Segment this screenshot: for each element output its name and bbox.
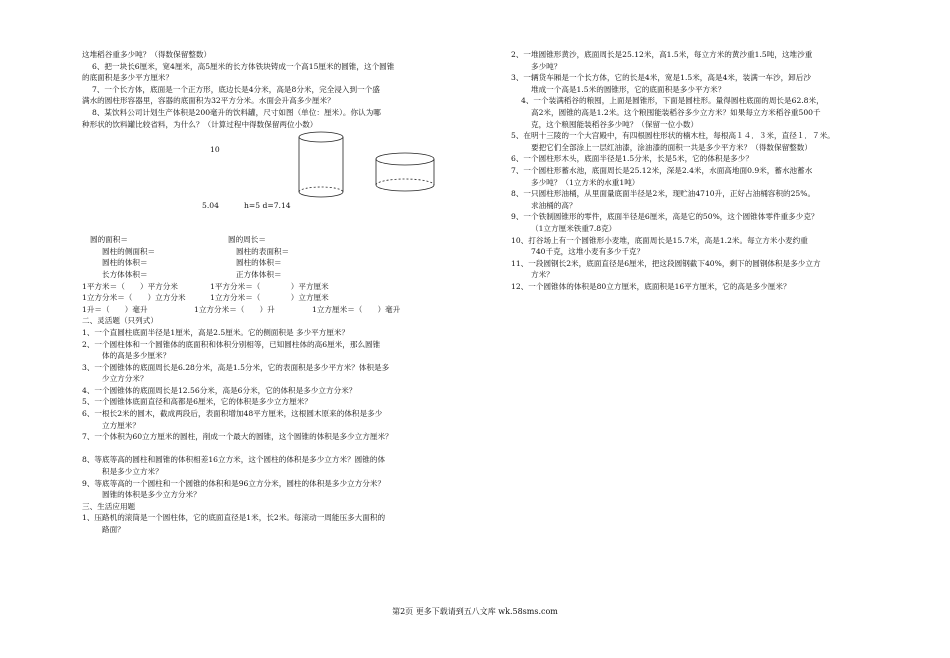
figure-label-10: 10 <box>210 145 220 155</box>
section-3-questions <box>82 512 486 535</box>
text-line: 7、一个长方体，底面是一个正方形，底边长是4分米，高是8分米，完全浸入到一个盛 <box>92 84 380 94</box>
text-line: 路面？ <box>102 525 125 534</box>
text-line: 1、一个直圆柱底面半径是1厘米，高是2.5厘米。它的侧面积是 多少平方厘米？ <box>82 327 350 337</box>
text-line: 的底面积是多少平方厘米？ <box>82 73 174 83</box>
text-line: 满水的圆柱形容器里，容器的底面积为32平方分米。水面会升高多少厘米？ <box>82 96 335 106</box>
unit-blank: 1升＝（ ）毫升 <box>82 304 148 314</box>
formula-row <box>82 257 486 269</box>
text-line: 立方厘米？ <box>102 420 140 430</box>
figure-label-h5-d714: h=5 d=7.14 <box>244 201 291 211</box>
text-line: 多少吨？ <box>531 61 562 71</box>
text-line: 7、一个体积为60立方厘米的圆柱，削成一个最大的圆锥，这个圆锥的体积是多少立方厘米？ <box>82 432 393 442</box>
text-line: 8、一只圆柱形油桶，从里面量底面半径是2米，现贮油4710升，正好占油桶容积的25%。 <box>511 189 816 199</box>
unit-row <box>82 292 486 304</box>
text-line: （1立方厘米铁重7.8克） <box>531 223 617 233</box>
text-line: 6、一个圆柱形木头，底面半径是1.5分米，长是5米，它的体积是多少？ <box>511 154 753 164</box>
unit-blank: 1立方分米＝（ ）立方分米 <box>82 293 186 303</box>
text-line: 8、等底等高的圆柱和圆锥的体积相差16立方米，这个圆柱的体积是多少立方米？圆锥的体 <box>82 455 386 465</box>
unit-blank: 1立方厘米＝（ ）毫升 <box>312 304 401 314</box>
can-figure <box>82 130 486 234</box>
text-line <box>82 443 486 455</box>
text-line: 9、一个铁制圆锥形的零件，底面半径是6厘米，高是它的50%，这个圆锥体零件重多少克？ <box>511 212 819 222</box>
text-line: 740千克，这堆小麦有多少千克？ <box>531 247 645 257</box>
text-line: 10、打谷场上有一个圆锥形小麦堆，底面周长是15.7米，高是1.2米。每立方米小麦约重 <box>511 235 808 245</box>
formula-row <box>82 269 486 281</box>
text-line: 要把它们全部涂上一层红油漆，涂油漆的面积一共是多少平方米？（得数保留整数） <box>531 142 812 152</box>
formula-item: 圆柱的体积＝ <box>102 258 148 268</box>
text-line: 6、一根长2米的圆木，截成两段后，表面积增加48平方厘米，这根圆木原来的体积是多少 <box>82 409 383 419</box>
text-line: 3、一个圆锥体的底面周长是6.28分米，高是1.5分米，它的表面积是多少平方米？体积是多 <box>82 362 390 372</box>
formula-item: 圆柱的表面积＝ <box>236 246 290 256</box>
unit-row <box>82 304 486 316</box>
formula-item: 圆的面积＝ <box>90 235 128 245</box>
text-line: 这堆稻谷重多少吨？（得数保留整数） <box>82 50 212 59</box>
text-line: 高2米，圆锥的高是1.2米。这个粮囤能装稻谷多少立方米？如果每立方米稻谷重500千 <box>531 107 821 117</box>
text-line: 多少吨？（1立方米的水重1吨） <box>531 177 640 187</box>
unit-conversion-blanks <box>82 281 486 316</box>
formula-item: 长方体体积＝ <box>102 269 148 279</box>
unit-blank: 1平方米＝（ ）平方分米 <box>82 281 178 291</box>
text-line: 9、等底等高的一个圆柱和一个圆锥的体积和是96立方分米，圆柱的体积是多少立方分米？ <box>82 478 386 488</box>
unit-blank: 1平方分米＝（ ）平方厘米 <box>210 281 329 291</box>
text-line: 4、一个圆锥体的底面周长是12.56分米，高是6分米，它的体积是多少立方分米？ <box>82 385 357 395</box>
right-questions <box>511 49 875 292</box>
left-top-questions <box>82 49 486 130</box>
text-line: 5、在明十三陵的一个大宫殿中，有四根圆柱形状的楠木柱，每根高１４．３米，直径１．７米。 <box>511 131 835 141</box>
text-line: 2、一个圆柱体和一个圆锥体的底面积和体积分别相等，已知圆柱体的高6厘米，那么圆锥 <box>82 339 381 349</box>
text-line: 克，这个粮囤能装稻谷多少吨？（保留一位小数） <box>531 119 699 129</box>
text-line: 圆锥的体积是多少立方分米？ <box>102 490 201 500</box>
text-line: 8、某饮料公司计划生产体积是200毫升的饮料罐，尺寸如图（单位：厘米）。你认为哪 <box>92 107 381 117</box>
unit-blank: 1立方分米＝（ ）升 <box>194 304 275 314</box>
formula-blanks <box>82 234 486 280</box>
text-line: 1、压路机的滚筒是一个圆柱体，它的底面直径是1米，长2米。每滚动一周能压多大面积的 <box>82 513 386 523</box>
cylinder-drawings <box>82 130 486 234</box>
text-line: 12、一个圆锥体的体积是80立方厘米，底面积是16平方厘米，它的高是多少厘米？ <box>511 281 791 291</box>
formula-row <box>82 234 486 246</box>
unit-blank: 1立方分米＝（ ）立方厘米 <box>210 293 329 303</box>
text-line: 7、一个圆柱形蓄水池，底面周长是25.12米，深是2.4米，水面高地面0.9米，蓄水池蓄水 <box>511 165 813 175</box>
formula-item: 圆柱的体积＝ <box>236 258 282 268</box>
formula-row <box>82 246 486 258</box>
section-3-title: 三、生活应用题 <box>82 501 136 511</box>
text-line: 2、一堆圆锥形黄沙，底面周长是25.12米，高1.5米，每立方米的黄沙重1.5吨，这堆沙重 <box>511 50 813 59</box>
formula-item: 圆的周长＝ <box>228 235 266 245</box>
text-line: 求油桶的高？ <box>531 200 577 210</box>
text-line: 堆成一个高是1.5米的圆锥形，它的底面积是多少平方米？ <box>531 84 726 94</box>
short-cylinder <box>376 153 434 191</box>
figure-label-5-04: 5.04 <box>202 201 219 211</box>
text-line: 体的高是多少厘米？ <box>102 351 171 361</box>
text-line: 种形状的饮料罐比较省料，为什么？（计算过程中得数保留两位小数） <box>82 119 318 129</box>
text-line: 6、把一块长6厘米，宽4厘米，高5厘米的长方体铁块铸成一个高15厘米的圆锥，这个圆锥 <box>92 61 395 71</box>
text-line: 积是多少立方米？ <box>102 467 163 477</box>
unit-row <box>82 281 486 293</box>
text-line: 方米？ <box>531 270 554 280</box>
formula-item: 正方体体积＝ <box>236 269 282 279</box>
text-line: 少立方分米？ <box>102 374 148 384</box>
text-line: 5、一个圆锥体底面直径和高都是6厘米，它的体积是多少立方厘米？ <box>82 397 312 407</box>
page-footer: 第2页 更多下载请到五八文库 wk.58sms.com <box>392 607 558 616</box>
text-line: 4、一个装满稻谷的粮囤，上面是圆锥形，下面是圆柱形。量得圆柱底面的周长是62.8米， <box>521 96 824 106</box>
section-2-questions <box>82 327 486 501</box>
section-2-title: 二、灵活题（只列式） <box>82 316 158 326</box>
tall-cylinder <box>299 132 343 197</box>
right-column <box>511 49 875 292</box>
text-line: 3、一辆货车厢是一个长方体，它的长是4米，宽是1.5米，高是4米，装满一车沙，卸后沙 <box>511 73 811 83</box>
left-column <box>82 49 486 536</box>
text-line: 11、一段圆钢长2米，底面直径是6厘米，把这段圆钢截下40%，剩下的圆钢体积是多少立方 <box>511 258 821 268</box>
formula-item: 圆柱的侧面积＝ <box>102 246 156 256</box>
